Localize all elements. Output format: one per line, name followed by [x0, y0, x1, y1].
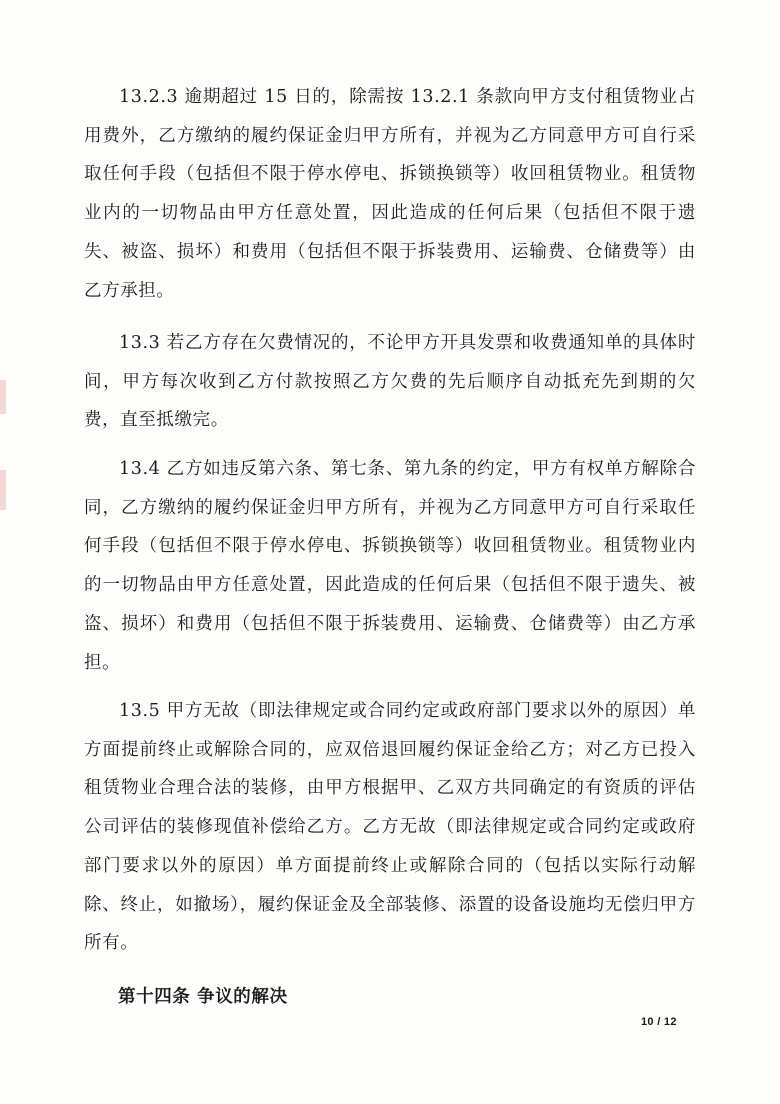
page-number: 10 / 12: [641, 1016, 677, 1028]
scan-edge-mark: [0, 380, 6, 414]
clause-13-5: 13.5 甲方无故（即法律规定或合同约定或政府部门要求以外的原因）单方面提前终止或解除合同的，应双倍退回履约保证金给乙方；对乙方已投入租赁物业合理合法的装修，由甲方根据甲、乙双方共同确定的有资质的评估公司评估的装修现值补偿给乙方。乙方无故（即法律规定或合同约定或政府部门要求以外的原因）单方面提前终止或解除合同的（包括以实际行动解除、终止，如撤场），履约保证金及全部装修、添置的设备设施均无偿归甲方所有。: [84, 701, 696, 954]
clause-13-4: 13.4 乙方如违反第六条、第七条、第九条的约定，甲方有权单方解除合同，乙方缴纳的履约保证金归甲方所有，并视为乙方同意甲方可自行采取任何手段（包括但不限于停水停电、拆锁换锁等）收回租赁物业。租赁物业内的一切物品由甲方任意处置，因此造成的任何后果（包括但不限于遗失、被盗、损坏）和费用（包括但不限于拆装费用、运输费、仓储费等）由乙方承担。: [84, 459, 696, 673]
section-heading: 第十四条 争议的解决: [118, 987, 288, 1007]
clause-13-3: 13.3 若乙方存在欠费情况的，不论甲方开具发票和收费通知单的具体时间，甲方每次收到乙方付款按照乙方欠费的先后顺序自动抵充先到期的欠费，直至抵缴完。: [84, 333, 696, 431]
scan-edge-mark: [0, 470, 6, 510]
clause-13-2-3: 13.2.3 逾期超过 15 日的，除需按 13.2.1 条款向甲方支付租赁物业占用费外，乙方缴纳的履约保证金归甲方所有，并视为乙方同意甲方可自行采取任何手段（包括但不限于停水停电、拆锁换锁等）收回租赁物业。租赁物业内的一切物品由甲方任意处置，因此造成的任何后果（包括但不限于遗失、被盗、损坏）和费用（包括但不限于拆装费用、运输费、仓储费等）由乙方承担。: [84, 87, 696, 301]
